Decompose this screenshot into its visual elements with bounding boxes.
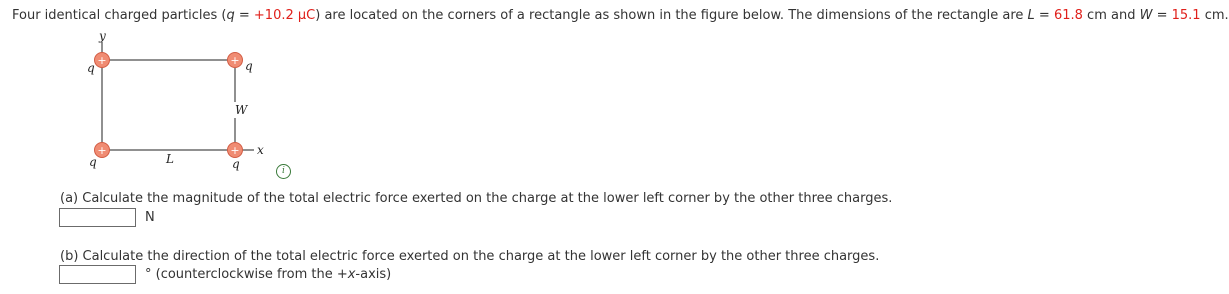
q-label-top-right: q: [245, 59, 253, 73]
charge-bottom-right: [228, 143, 243, 158]
charge-sign-bottom-right: +: [230, 144, 240, 157]
charge-sign-top-left: +: [97, 54, 107, 67]
charge-value: +10.2 μC: [253, 8, 316, 23]
part-b-unit-suffix: -axis): [355, 267, 392, 282]
part-a-answer-input[interactable]: [59, 208, 136, 227]
intro-text: Four identical charged particles (: [12, 8, 227, 23]
part-a-unit: N: [145, 210, 155, 225]
W-symbol: W: [1139, 8, 1153, 23]
unit-text-1: cm and: [1082, 8, 1140, 23]
y-axis-label: y: [99, 29, 106, 43]
figure-svg: [80, 28, 320, 178]
part-b-prompt: (b) Calculate the direction of the total electric force exerted on the charge at the lower left corner by the other three charges.: [60, 249, 880, 264]
charge-sign-top-right: +: [230, 54, 240, 67]
equals-text-2: =: [1034, 8, 1054, 23]
part-b-unit: [145, 266, 391, 283]
part-b-unit-prefix: ° (counterclockwise from the +: [145, 267, 348, 282]
mid-text: ) are located on the corners of a rectangle as shown in the figure below. The dimensions of the rectangle are: [315, 8, 1028, 23]
rectangle-charges-figure: [80, 28, 320, 178]
q-label-bottom-left: q: [89, 155, 97, 169]
width-value: 15.1: [1171, 8, 1201, 23]
charge-top-right: [228, 53, 243, 68]
width-label: W: [235, 103, 248, 117]
info-icon[interactable]: i: [276, 164, 291, 179]
charge-top-left: [95, 53, 110, 68]
length-label: L: [166, 152, 174, 166]
x-axis-label: x: [257, 143, 264, 157]
q-label-bottom-right: q: [232, 157, 240, 171]
equals-text: =: [234, 8, 254, 23]
L-symbol: L: [1027, 8, 1035, 23]
length-value: 61.8: [1053, 8, 1083, 23]
part-b-answer-input[interactable]: [59, 265, 136, 284]
q-symbol: q: [226, 8, 235, 23]
equals-text-3: =: [1152, 8, 1172, 23]
unit-text-2: cm.: [1200, 8, 1229, 23]
charge-sign-bottom-left: +: [97, 144, 107, 157]
charge-bottom-left: [95, 143, 110, 158]
part-a-prompt: (a) Calculate the magnitude of the total electric force exerted on the charge at the lower left corner by the other three charges.: [60, 191, 893, 206]
problem-statement: [12, 7, 1229, 25]
part-b-unit-axis: x: [347, 267, 356, 282]
q-label-top-left: q: [87, 61, 95, 75]
